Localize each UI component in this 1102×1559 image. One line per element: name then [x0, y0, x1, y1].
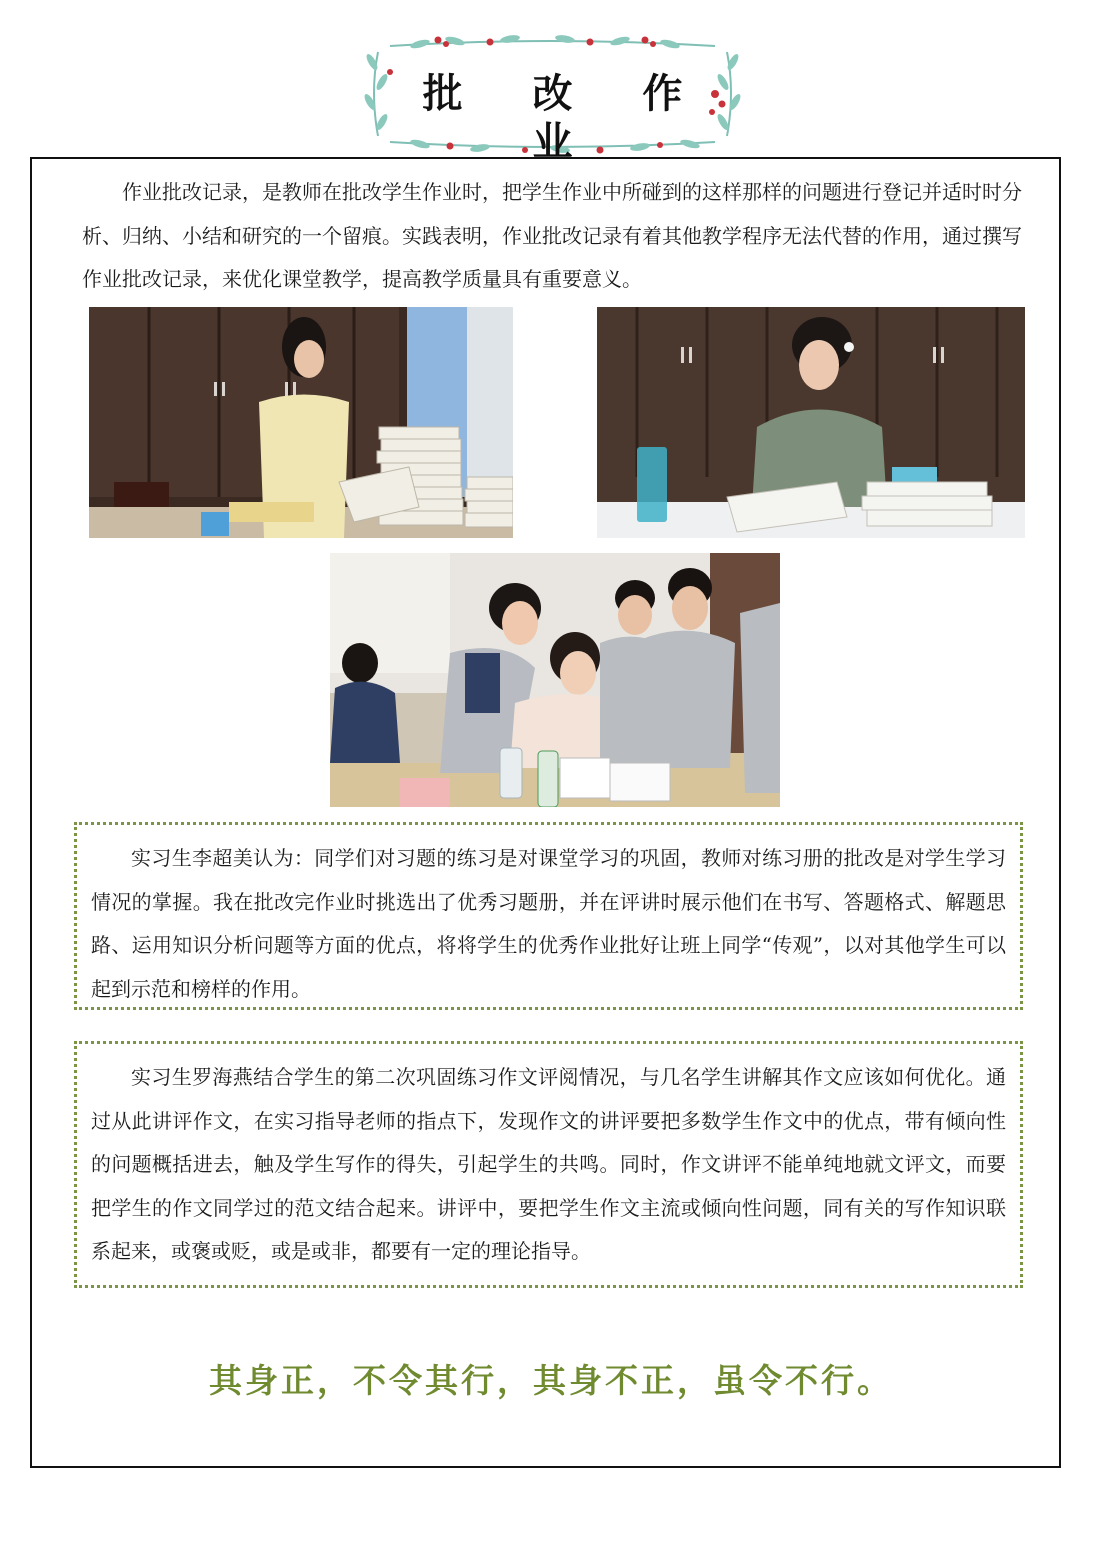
photo-teacher-sorting-books — [89, 307, 513, 538]
photo-intern-with-students — [330, 553, 780, 807]
note-paragraph-luo: 实习生罗海燕结合学生的第二次巩固练习作文评阅情况，与几名学生讲解其作文应该如何优化。通过从此讲评作文，在实习指导老师的指点下，发现作文的讲评要把多数学生作文中的优点，带有倾向性的问题概括进去，触及学生写作的得失，引起学生的共鸣。同时，作文讲评不能单纯地就文评文，而要把学生的作文同学过的范文结合起来。讲评中，要把学生作文主流或倾向性问题，同有关的写作知识联系起来，或褒或贬，或是或非，都要有一定的理论指导。 — [91, 1065, 1006, 1263]
note-box-li — [74, 822, 1023, 1010]
photo-teacher-grading — [597, 307, 1025, 538]
title-frame — [360, 32, 745, 165]
note-paragraph-li: 实习生李超美认为：同学们对习题的练习是对课堂学习的巩固，教师对练习册的批改是对学生学习情况的掌握。我在批改完作业时挑选出了优秀习题册，并在评讲时展示他们在书写、答题格式、解题思路、运用知识分析问题等方面的优点，将将学生的优秀作业批好让班上同学“传观”，以对其他学生可以起到示范和榜样的作用。 — [91, 846, 1006, 1001]
note-box-luo — [74, 1041, 1023, 1288]
motto-quote: 其身正，不令其行，其身不正，虽令不行。 — [209, 1361, 893, 1400]
page-title: 批 改 作 业 — [422, 71, 711, 165]
intro-paragraph: 作业批改记录，是教师在批改学生作业时，把学生作业中所碰到的这样那样的问题进行登记并适时时分析、归纳、小结和研究的一个留痕。实践表明，作业批改记录有着其他教学程序无法代替的作用，通过撰写作业批改记录，来优化课堂教学，提高教学质量具有重要意义。 — [82, 180, 1022, 291]
